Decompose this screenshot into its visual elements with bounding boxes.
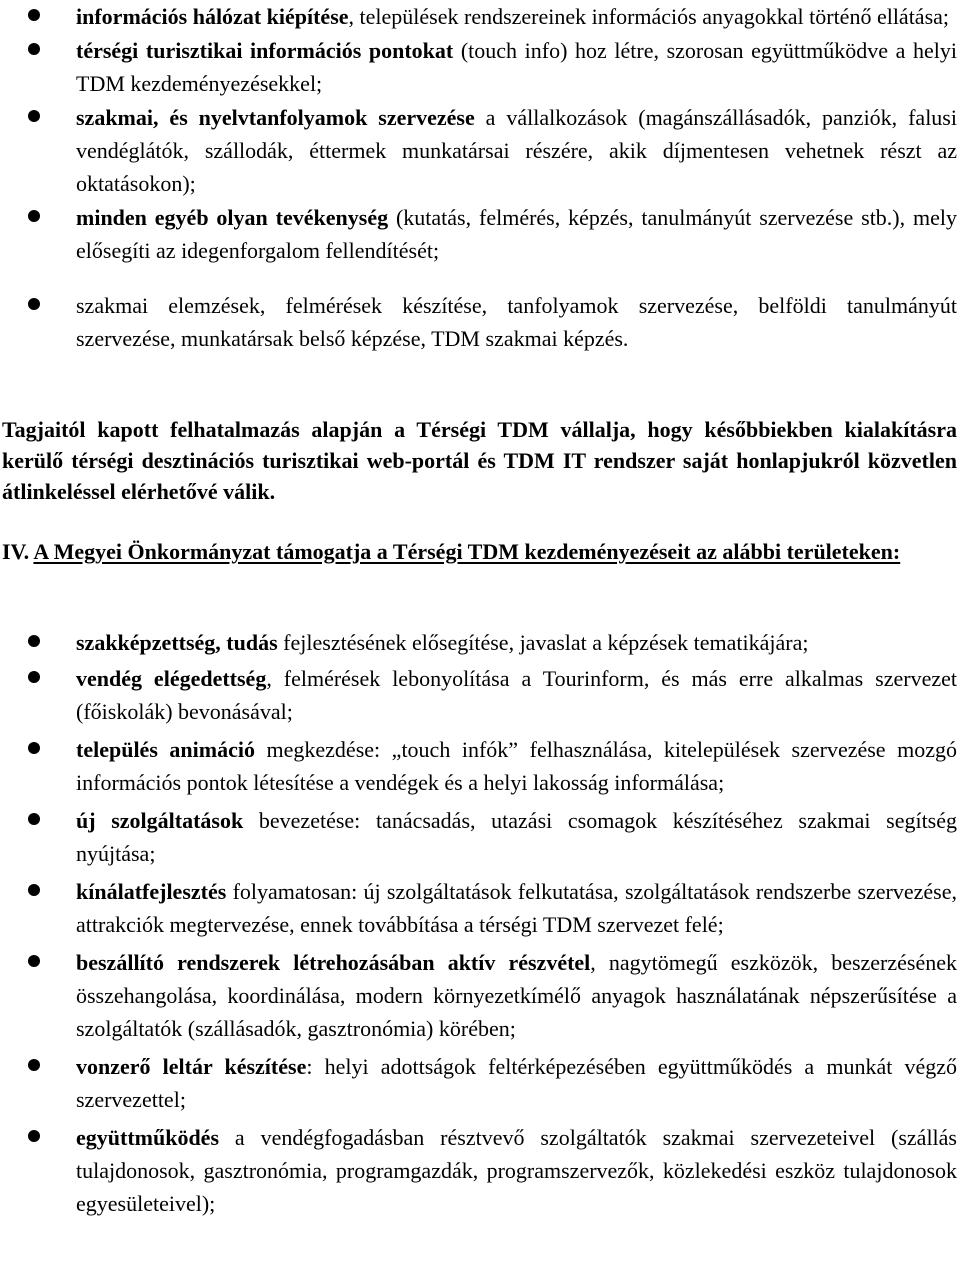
list-item <box>0 733 960 799</box>
list-item <box>0 875 960 941</box>
item-bold: új szolgáltatások <box>76 808 244 833</box>
bullet-icon <box>28 671 40 683</box>
bullet-icon <box>28 955 40 967</box>
bullet-icon <box>28 635 40 647</box>
support-list <box>0 626 960 1220</box>
bullet-icon <box>28 884 40 896</box>
list-item <box>0 34 960 100</box>
list-item <box>0 1121 960 1220</box>
section-heading <box>0 535 960 568</box>
item-bold: vendég elégedettség <box>76 666 267 691</box>
bullet-icon <box>28 742 40 754</box>
list-item <box>0 662 960 728</box>
list-item <box>0 201 960 267</box>
item-bold: vonzerő leltár készítése <box>76 1054 307 1079</box>
item-text: , felmérések lebonyolítása a Tourinform, és más erre alkalmas szervezet (főiskolák) bevonásával; <box>76 666 957 724</box>
item-text: megkezdése: „touch infók” felhasználása, kitelepülések szervezése mozgó információs pontok létesítése a vendégek és a helyi lakosság informálása; <box>76 737 957 795</box>
section-title: A Megyei Önkormányzat támogatja a Térségi TDM kezdeményezéseit az alábbi területeken: <box>33 539 901 564</box>
item-bold: beszállító rendszerek létrehozásában aktív részvétel <box>76 950 591 975</box>
item-text: a vendégfogadásban résztvevő szolgáltatók szakmai szervezeteivel (szállás tulajdonosok, gasztronómia, programgazdák, programszervezők, közlekedési eszköz tulajdonosok egyesületeivel); <box>76 1125 957 1216</box>
item-bold: kínálatfejlesztés <box>76 879 227 904</box>
item-text: a vállalkozások (magánszállásadók, panziók, falusi vendéglátók, szállodák, éttermek munkatársai részére, akik díjmentesen vehetnek részt az oktatásokon); <box>76 105 957 196</box>
bullet-icon <box>28 298 40 310</box>
item-bold: szakmai, és nyelvtanfolyamok szervezése <box>76 105 475 130</box>
list-item <box>0 101 960 200</box>
bullet-icon <box>28 210 40 222</box>
item-bold: szakképzettség, tudás <box>76 630 278 655</box>
bullet-icon <box>28 9 40 21</box>
item-bold: információs hálózat kiépítése <box>76 4 349 29</box>
item-text: (touch info) hoz létre, szorosan együttműködve a helyi TDM kezdeményezésekkel; <box>76 38 957 96</box>
item-bold: térségi turisztikai információs pontokat <box>76 38 454 63</box>
item-text: : helyi adottságok feltérképezésében együttműködés a munkát végző szervezettel; <box>76 1054 957 1112</box>
list-item <box>0 804 960 870</box>
body-paragraph: Tagjaitól kapott felhatalmazás alapján a Térségi TDM vállalja, hogy későbbiekben kialakításra kerülő térségi desztinációs turisztikai web-portál és TDM IT rendszer saját honlapjukról közvetlen átlinkeléssel elérhetővé válik. <box>2 417 957 504</box>
item-text: bevezetése: tanácsadás, utazási csomagok készítéséhez szakmai segítség nyújtása; <box>76 808 958 866</box>
list-item <box>0 0 960 33</box>
item-text: , nagytömegű eszközök, beszerzésének összehangolása, koordinálása, modern környezetkímélő anyagok használatának népszerűsítése a szolgáltatók (szállásadók, gasztronómia) körében; <box>76 950 957 1041</box>
list-item <box>0 289 960 355</box>
item-text: folyamatosan: új szolgáltatások felkutatása, szolgáltatások rendszerbe szervezése, attrakciók megtervezése, ennek továbbítása a térségi TDM szervezet felé; <box>76 879 957 937</box>
item-text: (kutatás, felmérés, képzés, tanulmányút szervezése stb.), mely elősegíti az idegenforgalom fellendítését; <box>76 205 957 263</box>
bullet-icon <box>28 43 40 55</box>
section-number: IV. <box>2 539 30 564</box>
item-bold: együttműködés <box>76 1125 220 1150</box>
bullet-icon <box>28 1130 40 1142</box>
item-text: szakmai elemzések, felmérések készítése, tanfolyamok szervezése, belföldi tanulmányút szervezése, munkatársak belső képzése, TDM szakmai képzés. <box>76 293 957 351</box>
list-item <box>0 946 960 1045</box>
bullet-icon <box>28 110 40 122</box>
list-item <box>0 626 960 659</box>
item-text: , települések rendszereinek információs anyagokkal történő ellátása; <box>348 4 950 29</box>
bullet-icon <box>28 813 40 825</box>
bullet-icon <box>28 1059 40 1071</box>
item-bold: település animáció <box>76 737 255 762</box>
item-text: fejlesztésének elősegítése, javaslat a képzések tematikájára; <box>277 630 809 655</box>
list-item <box>0 1050 960 1116</box>
activity-list <box>0 0 960 355</box>
item-bold: minden egyéb olyan tevékenység <box>76 205 389 230</box>
